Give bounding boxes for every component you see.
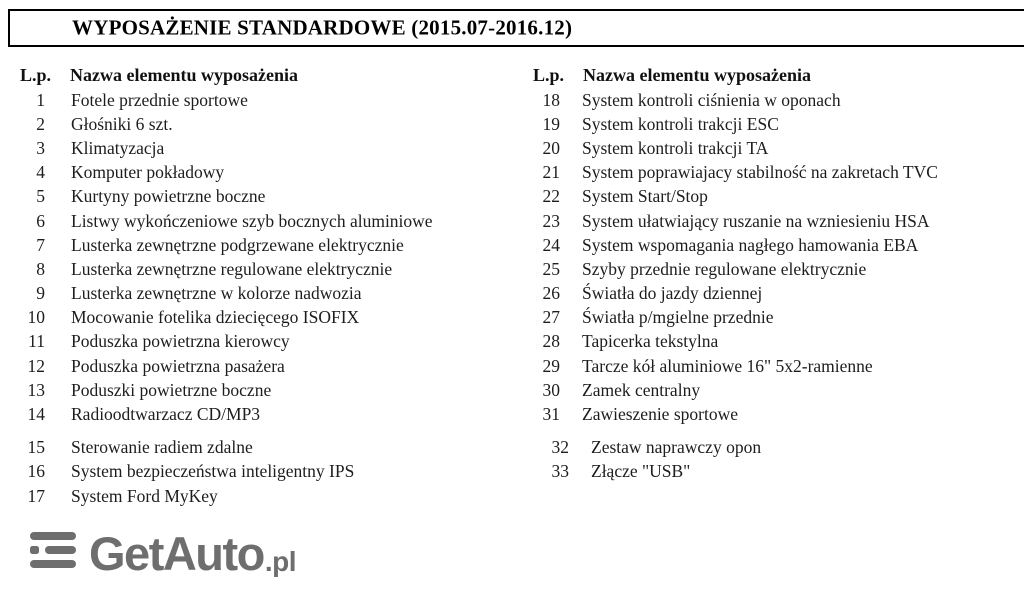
row-label: System Start/Stop [582,186,708,207]
row-number: 32 [551,437,569,458]
row-label: Szyby przednie regulowane elektrycznie [582,258,867,279]
row-number: 29 [542,355,560,376]
table-row [533,209,1024,233]
row-number: 11 [28,331,45,352]
row-number: 15 [27,437,45,458]
table-row [533,88,1024,112]
row-number: 7 [36,234,45,255]
table-row [20,161,525,185]
row-number: 6 [36,210,45,231]
equipment-column-left [20,62,525,508]
row-number: 26 [542,283,560,304]
table-row [533,378,1024,402]
row-label: Poduszka powietrzna pasażera [71,355,285,376]
row-label: Komputer pokładowy [71,162,225,183]
table-row [20,88,525,112]
row-label: Mocowanie fotelika dziecięcego ISOFIX [71,307,360,328]
logo-text: GetAuto [89,527,264,581]
row-number: 12 [27,355,45,376]
list-icon [30,529,76,571]
title-box [8,9,1024,47]
table-row [533,185,1024,209]
row-number: 4 [36,162,45,183]
table-row [533,436,1024,460]
header-lp-label: L.p. [533,64,565,85]
table-row [20,233,525,257]
row-label: Lusterka zewnętrzne w kolorze nadwozia [71,283,362,304]
row-label: Sterowanie radiem zdalne [71,437,253,458]
row-number: 9 [36,283,45,304]
table-row [20,306,525,330]
row-label: System Ford MyKey [71,485,218,506]
column-header [20,62,525,88]
table-row [20,484,525,508]
table-row [533,330,1024,354]
table-row [20,282,525,306]
row-label: Tapicerka tekstylna [582,331,719,352]
row-number: 2 [36,113,45,134]
row-label: Zawieszenie sportowe [582,404,738,425]
table-row [20,354,525,378]
table-row [20,209,525,233]
row-number: 17 [27,485,45,506]
table-row [533,161,1024,185]
row-number: 24 [542,234,560,255]
table-row [20,460,525,484]
getauto-logo [30,527,297,581]
table-row [533,257,1024,281]
row-label: Zamek centralny [582,379,701,400]
row-label: System poprawiajacy stabilność na zakretach TVC [582,162,938,183]
row-number: 25 [542,258,560,279]
row-number: 21 [542,162,560,183]
row-label: Poduszka powietrzna kierowcy [71,331,290,352]
equipment-list-right [533,88,1024,484]
row-label: Światła do jazdy dziennej [582,283,763,304]
page-title: WYPOSAŻENIE STANDARDOWE (2015.07-2016.12) [72,15,573,40]
table-row [533,282,1024,306]
row-number: 18 [542,89,560,110]
row-label: System kontroli ciśnienia w oponach [582,89,841,110]
table-row [20,436,525,460]
column-header [533,62,1024,88]
row-number: 30 [542,379,560,400]
row-number: 33 [551,461,569,482]
row-number: 10 [27,307,45,328]
row-number: 16 [27,461,45,482]
row-label: Głośniki 6 szt. [71,113,173,134]
table-row [20,136,525,160]
table-row [533,354,1024,378]
table-row [20,112,525,136]
row-number: 3 [36,137,45,158]
row-number: 13 [27,379,45,400]
row-label: System kontroli trakcji ESC [582,113,779,134]
row-number: 23 [542,210,560,231]
row-number: 28 [542,331,560,352]
header-name-label: Nazwa elementu wyposażenia [70,64,298,85]
row-label: Lusterka zewnętrzne regulowane elektrycznie [71,258,393,279]
table-row [533,306,1024,330]
row-number: 14 [27,404,45,425]
row-label: System kontroli trakcji TA [582,137,769,158]
table-row [533,136,1024,160]
header-name-label: Nazwa elementu wyposażenia [583,64,811,85]
table-row [533,402,1024,426]
row-label: Tarcze kół aluminiowe 16" 5x2-ramienne [582,355,873,376]
row-label: Złącze "USB" [591,461,691,482]
row-label: Lusterka zewnętrzne podgrzewane elektrycznie [71,234,404,255]
table-row [20,378,525,402]
row-number: 22 [542,186,560,207]
row-number: 31 [542,404,560,425]
row-label: System wspomagania nagłego hamowania EBA [582,234,919,255]
row-label: Listwy wykończeniowe szyb bocznych aluminiowe [71,210,433,231]
row-number: 27 [542,307,560,328]
table-row [20,257,525,281]
table-row [20,402,525,426]
table-row [20,185,525,209]
row-label: Światła p/mgielne przednie [582,307,774,328]
row-label: System ułatwiający ruszanie na wzniesieniu HSA [582,210,930,231]
table-row [533,233,1024,257]
row-label: System bezpieczeństwa inteligentny IPS [71,461,355,482]
row-label: Kurtyny powietrzne boczne [71,186,266,207]
row-number: 8 [36,258,45,279]
equipment-list-left [20,88,525,508]
row-number: 5 [36,186,45,207]
header-lp-label: L.p. [20,64,52,85]
row-label: Fotele przednie sportowe [71,89,248,110]
row-number: 20 [542,137,560,158]
row-label: Klimatyzacja [71,137,165,158]
table-row [533,460,1024,484]
logo-tld: .pl [264,546,297,578]
row-number: 1 [36,89,45,110]
table-row [20,330,525,354]
table-row [533,112,1024,136]
row-label: Radioodtwarzacz CD/MP3 [71,404,261,425]
row-label: Zestaw naprawczy opon [591,437,762,458]
row-label: Poduszki powietrzne boczne [71,379,272,400]
equipment-column-right [533,62,1024,484]
row-number: 19 [542,113,560,134]
